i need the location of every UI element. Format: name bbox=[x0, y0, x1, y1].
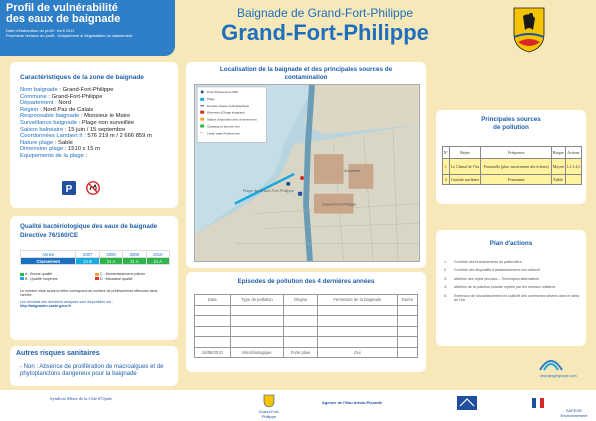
legend-code: D bbox=[100, 276, 103, 281]
column-header: Risque bbox=[551, 147, 565, 159]
region-logo-icon bbox=[457, 396, 477, 410]
list-item bbox=[444, 294, 580, 303]
action-plan-title: Plan d'actions bbox=[489, 240, 533, 247]
pollution-episodes-title: Episodes de pollution des 4 dernières années bbox=[237, 278, 375, 285]
quality-title bbox=[20, 222, 157, 240]
info-label: Saison balnéaire bbox=[20, 126, 64, 133]
table-cell: Permanent bbox=[481, 175, 552, 185]
info-value: Nord bbox=[58, 100, 71, 107]
table-row bbox=[443, 175, 582, 185]
year-cell: 2007 bbox=[76, 251, 99, 258]
no-dogs-icon bbox=[86, 181, 100, 195]
legend-item: B : Qualité moyenne bbox=[20, 277, 95, 282]
map-title-line2: contamination bbox=[284, 74, 328, 81]
column-header: Durée bbox=[397, 295, 417, 306]
header-small-line1: Date d'élaboration du profil : Avril 2011 bbox=[6, 28, 75, 33]
header-main-title: Grand-Fort-Philippe bbox=[221, 20, 429, 45]
info-row: Commune : Grand-Fort-Philippe bbox=[20, 93, 103, 100]
map-title bbox=[196, 66, 416, 82]
ginger-logo-icon bbox=[536, 350, 566, 374]
map-town-label: Grand-Fort-Philippe bbox=[321, 201, 357, 207]
quality-table bbox=[20, 250, 170, 265]
table-cell: 1,2 3 4,5 bbox=[565, 159, 581, 175]
item-number: 1. bbox=[444, 260, 447, 264]
quality-title-line1: Qualité bactériologique des eaux de baignade bbox=[20, 223, 158, 230]
class-cell: 21 A bbox=[123, 258, 146, 265]
footer-logo-region bbox=[452, 396, 482, 411]
quality-link-note bbox=[20, 300, 170, 309]
quality-panel bbox=[10, 216, 178, 340]
info-row: Dimension plage : 1510 x 15 m bbox=[20, 146, 100, 153]
map-beach-label: Plage de Grand-Fort-Philippe bbox=[242, 187, 294, 193]
info-value: 1510 x 15 m bbox=[68, 146, 100, 153]
info-row: Département : Nord bbox=[20, 100, 71, 107]
year-header: Année bbox=[21, 251, 76, 258]
item-number: 5. bbox=[444, 293, 447, 298]
location-map bbox=[194, 84, 420, 262]
characteristics-title: Caractéristiques de la zone de baignade bbox=[20, 74, 144, 81]
parking-icon bbox=[62, 181, 76, 195]
info-row: Equipements de la plage : bbox=[20, 152, 88, 159]
footer bbox=[0, 390, 596, 421]
footer-logo-agency: Agence de l'Eau Artois-Picardie bbox=[321, 400, 383, 405]
other-risks-panel bbox=[10, 346, 178, 386]
legend-text: Bonne qualité bbox=[30, 272, 53, 276]
header-title-line2: des eaux de baignade bbox=[6, 13, 121, 25]
map-legend-item: Station d'épuration avec déversement bbox=[207, 117, 257, 122]
svg-text:P: P bbox=[65, 184, 73, 195]
map-legend-item: Exutoire réseau hydrographique bbox=[207, 103, 250, 108]
footer-logo-town bbox=[256, 394, 282, 419]
year-cell: 2009 bbox=[123, 251, 146, 258]
info-value: Nord Pas de Calais bbox=[43, 106, 94, 113]
map-legend-item: Point Prélèvement ARS bbox=[207, 89, 238, 94]
pollution-sources-panel bbox=[436, 110, 586, 204]
info-label: Région bbox=[20, 106, 39, 113]
legend-swatch bbox=[20, 277, 24, 280]
table-cell bbox=[565, 175, 581, 185]
map-legend-item: Déversoir d'Orage Impactant bbox=[207, 110, 245, 115]
column-header: Date bbox=[195, 295, 231, 306]
header bbox=[0, 0, 596, 56]
info-row: Région : Nord Pas de Calais bbox=[20, 106, 94, 113]
class-cell: 21 A bbox=[146, 258, 169, 265]
sources-table bbox=[442, 146, 582, 185]
item-text: Contrôle des dispositifs d'assainissement non collectif bbox=[454, 268, 540, 273]
ginger-logo bbox=[536, 350, 586, 380]
year-cell: 2010 bbox=[146, 251, 169, 258]
legend-text: Mauvaise qualité bbox=[105, 276, 133, 281]
info-label: Dimension plage bbox=[20, 146, 64, 153]
legend-code: A bbox=[25, 272, 28, 276]
table-cell: Oui bbox=[317, 347, 397, 358]
legend-swatch bbox=[95, 273, 99, 276]
info-value: 576 219 m / 2 666 859 m bbox=[87, 133, 152, 140]
coat-of-arms-logo bbox=[508, 4, 550, 54]
list-item bbox=[444, 268, 580, 272]
item-text: Contrôle des branchements de particuliers bbox=[454, 260, 522, 264]
info-row: Saison balnéaire : 15 juin / 15 septembre bbox=[20, 126, 126, 133]
item-number: 3. bbox=[444, 276, 447, 281]
map-title-line1: Localisation de la baignade et des principales sources de bbox=[219, 66, 393, 73]
item-number: 4. bbox=[444, 285, 447, 290]
column-header: Type de pollution bbox=[230, 295, 283, 306]
map-legend-item: Limite vigile Prélèvement bbox=[207, 131, 240, 136]
info-value: Sable bbox=[58, 139, 73, 146]
legend-item: C : Momentanément polluée bbox=[95, 272, 170, 277]
item-text: Maîtrise des rejets pluviaux – Techniques alternatives bbox=[454, 276, 540, 281]
column-header: Fréquence bbox=[481, 147, 552, 159]
ministry-flag-icon bbox=[532, 398, 544, 408]
table-cell: Ponctuelle (plue, mouvement des écluses) bbox=[481, 159, 552, 175]
legend-swatch bbox=[95, 277, 99, 280]
info-label: Nature plage bbox=[20, 139, 54, 146]
table-header-row bbox=[443, 147, 582, 159]
info-value: Grand-Fort-Philippe bbox=[51, 93, 103, 100]
item-number: 2. bbox=[444, 268, 447, 273]
header-subtitle: Baignade de Grand-Fort-Philippe bbox=[236, 6, 414, 20]
info-label: Coordonnées Lambert II bbox=[20, 133, 83, 140]
list-item bbox=[444, 277, 580, 281]
table-cell: 16/08/2010 bbox=[195, 347, 231, 358]
info-label: Commune bbox=[20, 93, 47, 100]
legend-swatch bbox=[20, 273, 24, 276]
sources-title-line2: de pollution bbox=[493, 124, 529, 131]
info-label: Equipements de la plage bbox=[20, 152, 84, 159]
map-legend-item: Camping en bord de mer bbox=[207, 124, 240, 129]
map-legend-item: Plage bbox=[207, 96, 215, 101]
table-header-row bbox=[195, 295, 418, 306]
quality-note: Le nombre situé avant la lettre correspond au nombre de prélèvements effectués dans l'année. bbox=[20, 289, 158, 298]
other-risks-text: - Non : Absence de prolifération de macroalgues et de phytoplanctons dangereux pour la baignade bbox=[20, 364, 164, 378]
info-row: Surveillance baignade : Plage non surveillée bbox=[20, 119, 135, 126]
analysis-link[interactable]: http://baignades.sante.gouv.fr bbox=[20, 304, 72, 309]
action-plan-panel bbox=[436, 230, 586, 346]
info-row: Nom baignade : Grand-Fort-Philippe bbox=[20, 87, 114, 93]
info-row: Responsable baignade : Monsieur le Maire bbox=[20, 113, 131, 120]
column-header: N° bbox=[443, 147, 450, 159]
footer-logo-safege: SAFEGE Environnement bbox=[560, 408, 588, 418]
link-intro: Les résultats des dernières analyses sont disponibles sur : bbox=[20, 300, 114, 304]
table-row bbox=[195, 337, 418, 348]
table-cell: 1 bbox=[443, 159, 450, 175]
class-cell: 21 A bbox=[99, 258, 122, 265]
info-label: Surveillance baignade bbox=[20, 119, 78, 126]
quality-title-line2: Directive 76/160/CE bbox=[20, 232, 79, 239]
header-small-line2: Prochaine révision du profil : Uniquement si dégradation du classement bbox=[6, 33, 133, 38]
header-title-block bbox=[0, 0, 175, 56]
sources-title-line1: Principales sources bbox=[481, 116, 541, 123]
legend-code: C bbox=[100, 272, 103, 276]
list-item bbox=[444, 285, 580, 289]
header-title-line1: Profil de vulnérabilité bbox=[6, 2, 118, 14]
table-cell: Le Chenal de l'Aa bbox=[449, 159, 481, 175]
quality-class-row bbox=[21, 258, 170, 265]
class-header: Classement bbox=[21, 258, 76, 265]
column-header: Actions bbox=[565, 147, 581, 159]
table-row bbox=[195, 305, 418, 316]
legend-code: B bbox=[25, 276, 28, 281]
item-text: Extension de l'assainissement en collectif des communes situées dans le delta de l'Aa bbox=[454, 293, 580, 303]
info-label: Département bbox=[20, 100, 54, 107]
legend-text: Qualité moyenne bbox=[30, 276, 58, 281]
website-link[interactable]: www.gingergroupe.com bbox=[540, 374, 577, 378]
info-label: Nom baignade bbox=[20, 87, 58, 93]
info-value: 15 juin / 15 septembre bbox=[68, 126, 126, 133]
map-town-label2: Gravelines bbox=[343, 169, 361, 174]
quality-legend bbox=[20, 272, 170, 281]
table-row bbox=[195, 347, 418, 358]
column-header: Fermeture de la baignade bbox=[317, 295, 397, 306]
class-cell: 21 B bbox=[76, 258, 99, 265]
footer-logo-town-label: Grand-Fort-Philippe bbox=[258, 409, 280, 419]
table-cell: Forte pluie bbox=[284, 347, 318, 358]
table-cell: Faible bbox=[551, 175, 565, 185]
other-risks-title: Autres risques sanitaires bbox=[16, 350, 100, 357]
town-crest-icon bbox=[262, 394, 276, 408]
characteristics-panel bbox=[10, 62, 178, 208]
pollution-episodes-table bbox=[194, 294, 418, 358]
table-row bbox=[195, 316, 418, 327]
info-row: Nature plage : Sable bbox=[20, 139, 73, 146]
legend-row bbox=[20, 277, 170, 282]
pollution-episodes-panel bbox=[186, 272, 426, 372]
quality-year-row bbox=[21, 251, 170, 258]
info-value: Plage non surveillée bbox=[81, 119, 135, 126]
table-row bbox=[195, 326, 418, 337]
sources-title bbox=[446, 116, 576, 132]
action-plan-list bbox=[444, 260, 580, 306]
header-center bbox=[210, 6, 440, 46]
info-row: Coordonnées Lambert II : 576 219 m / 2 666 859 m bbox=[20, 133, 152, 140]
info-value: Monsieur le Maire bbox=[84, 113, 131, 120]
table-cell: 2 bbox=[443, 175, 450, 185]
table-cell: Moyen bbox=[551, 159, 565, 175]
table-cell: Microbiologique bbox=[230, 347, 283, 358]
year-cell: 2008 bbox=[99, 251, 122, 258]
table-row bbox=[443, 159, 582, 175]
column-header: Origine bbox=[284, 295, 318, 306]
legend-item: D : Mauvaise qualité bbox=[95, 277, 170, 282]
footer-logo-ministry bbox=[528, 398, 548, 409]
list-item bbox=[444, 260, 580, 264]
info-label: Responsable baignade bbox=[20, 113, 80, 120]
legend-item: A : Bonne qualité bbox=[20, 272, 95, 277]
item-text: Maîtrise de la pollution pluviale rejetée par les réseaux unitaires bbox=[454, 285, 556, 290]
legend-text: Momentanément polluée bbox=[105, 272, 146, 276]
table-cell: Centrale nucléaire bbox=[449, 175, 481, 185]
table-cell bbox=[397, 347, 417, 358]
footer-logo-smco: Syndicat Mixte de la Côte d'Opale bbox=[50, 396, 112, 401]
info-value: Grand-Fort-Philippe bbox=[62, 87, 114, 93]
characteristics-list bbox=[20, 87, 152, 160]
map-panel bbox=[186, 62, 426, 268]
column-header: Rejets bbox=[449, 147, 481, 159]
